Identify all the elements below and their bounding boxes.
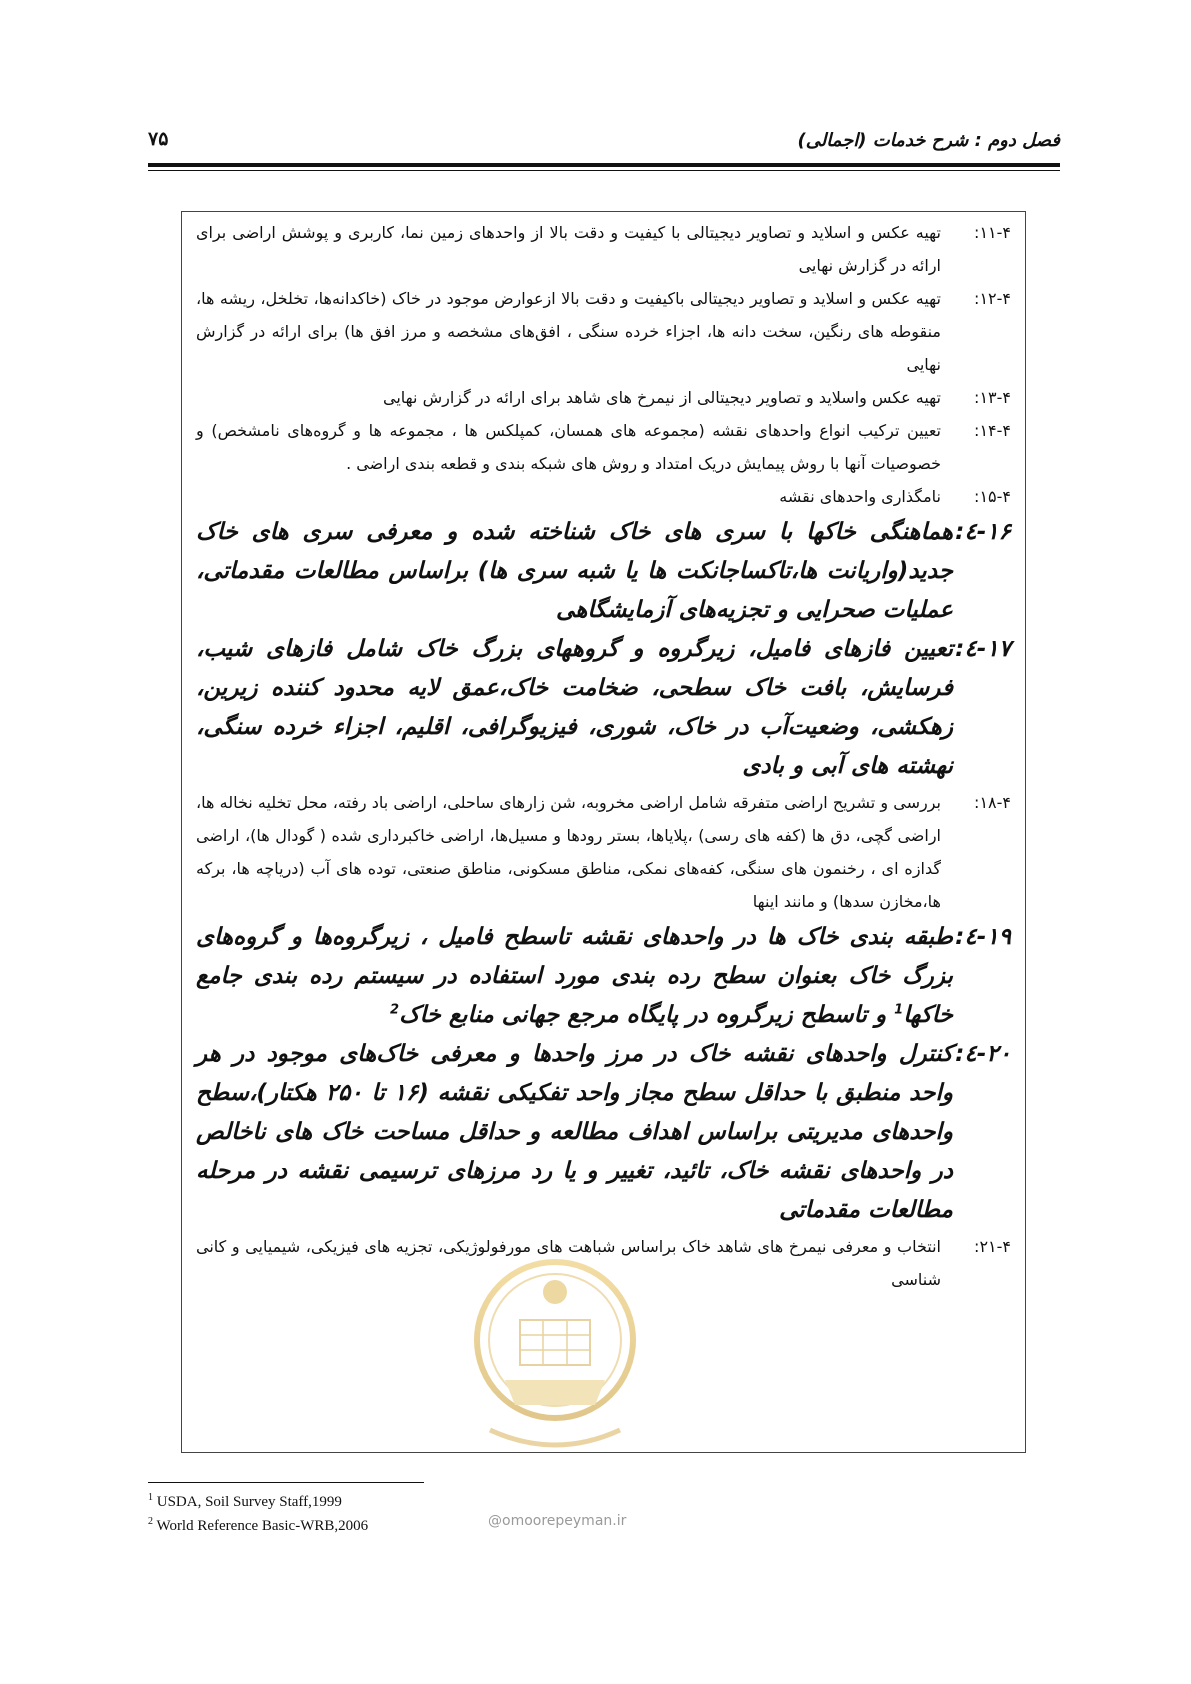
list-item [196,381,1011,414]
watermark-text: @omoorepeyman.ir [488,1513,627,1529]
item-number: ۱۷-٤: [955,636,1011,662]
list-item-bold [196,918,1011,1035]
footnote-ref-2: 2 [390,1002,400,1018]
footnote-text: USDA, Soil Survey Staff,1999 [156,1494,342,1510]
item-number: ۱۲-۴: [974,289,1011,308]
item-text: نامگذاری واحدهای نقشه [779,487,941,506]
page-number: ۷۵ [148,128,169,150]
item-number: ۱۴-۴: [974,421,1011,440]
list-item [196,216,1011,282]
footnotes [148,1488,548,1536]
item-text-part-a: طبقه بندی خاک ها در واحدهای نقشه تاسطح فامیل ، زیرگروه‌ها و گروه‌های بزرگ خاک بعنوان سطح رده بندی مورد استفاده در سیستم رده بندی جامع خاکها [196,924,953,1028]
item-number: ۱۱-۴: [974,223,1011,242]
chapter-title: فصل دوم : شرح خدمات (اجمالی) [797,130,1060,151]
footnote [148,1512,548,1536]
item-text [196,918,953,1035]
list-item [196,786,1011,918]
list-item-bold [196,630,1011,786]
item-text: تعیین ترکیب انواع واحدهای نقشه (مجموعه های همسان، کمپلکس ها ، مجموعه ها و گروه‌های نامشخص) و خصوصیات آنها با روش پیمایش دریک امتداد و روش های شبکه بندی و قطعه بندی اراضی . [196,421,941,473]
item-text: تهیه عکس و اسلاید و تصاویر دیجیتالی باکیفیت و دقت بالا ازعوارض موجود در خاک (خاکدانه‌ها، تخلخل، ریشه ها، منقوطه های رنگین، سخت دانه ها، اجزاء خرده سنگی ، افق‌های مشخصه و مرز افق ها) برای ارائه در گزارش نهایی [196,289,941,374]
item-number: ۱۳-۴: [974,388,1011,407]
header-rule-thin [148,170,1060,171]
list-item [196,414,1011,480]
list-item [196,480,1011,513]
item-text: انتخاب و معرفی نیمرخ های شاهد خاک براساس شباهت های مورفولوژیکی، تجزیه های فیزیکی، شیمیایی و کانی شناسی [196,1237,941,1289]
list-item-bold [196,1035,1011,1230]
header-rule-thick [148,163,1060,167]
item-text: تهیه عکس و اسلاید و تصاویر دیجیتالی با کیفیت و دقت بالا از واحدهای زمین نما، کاربری و پوشش اراضی برای ارائه در گزارش نهایی [196,223,941,275]
item-number: ۱۶-٤: [955,519,1011,545]
page-header [148,128,1060,162]
item-text: کنترل واحدهای نقشه خاک در مرز واحدها و معرفی خاک‌های موجود در هر واحد منطبق با حداقل سطح مجاز واحد تفکیکی نقشه (۱۶ تا ۲۵۰ هکتار)،سطح واحدهای مدیریتی براساس اهداف مطالعه و حداقل مساحت خاک های ناخالص در واحدهای نقشه خاک، تائید، تغییر و یا رد مرزهای ترسیمی نقشه در مرحله مطالعات مقدماتی [196,1041,954,1223]
list-item-bold [196,513,1011,630]
footnote [148,1488,548,1512]
item-text: بررسی و تشریح اراضی متفرقه شامل اراضی مخروبه، شن زارهای ساحلی، اراضی باد رفته، محل تخلیه نخاله ها، اراضی گچی، دق ها (کفه های رسی) ،پلایاها، بستر رودها و مسیل‌ها، اراضی خاکبرداری شده ( گودال ها)، اراضی گدازه ای ، رخنمون های سنگی، کفه‌های نمکی، مناطق مسکونی، مناطق صنعتی، توده های آب (دریاچه ها، برکه ها،مخازن سدها) و مانند اینها [196,793,941,911]
item-list [196,216,1011,1296]
item-text-part-b: و تاسطح زیرگروه در پایگاه مرجع جهانی منابع خاک [399,1002,887,1028]
footnote-number: 1 [148,1492,153,1503]
footnote-ref-1: 1 [894,1002,904,1018]
footnote-number: 2 [148,1516,153,1527]
footnote-text: World Reference Basic-WRB,2006 [156,1518,369,1534]
item-number: ۱۹-٤: [955,924,1011,950]
item-number: ۲۱-۴: [974,1237,1011,1256]
item-number: ۱۸-۴: [974,793,1011,812]
footnote-rule [148,1482,424,1483]
item-number: ۱۵-۴: [974,487,1011,506]
item-text: هماهنگی خاکها با سری های خاک شناخته شده و معرفی سری های خاک جدید(واریانت ها،تاکساجانکت ها یا شبه سری ها) براساس مطالعات مقدماتی، عملیات صحرایی و تجزیه‌های آزمایشگاهی [196,519,953,623]
list-item [196,282,1011,381]
item-text: تهیه عکس واسلاید و تصاویر دیجیتالی از نیمرخ های شاهد برای ارائه در گزارش نهایی [383,388,941,407]
item-text: تعیین فازهای فامیل، زیرگروه و گروههای بزرگ خاک شامل فازهای شیب، فرسایش، بافت خاک سطحی، ضخامت خاک،عمق لایه محدود کننده زیرین، زهکشی، وضعیت‌آب در خاک، شوری، فیزیوگرافی، اقلیم، اجزاء خرده سنگی، نهشته های آبی و بادی [196,636,954,779]
item-number: ۲۰-٤: [955,1041,1011,1067]
watermark-logo [470,1230,640,1470]
